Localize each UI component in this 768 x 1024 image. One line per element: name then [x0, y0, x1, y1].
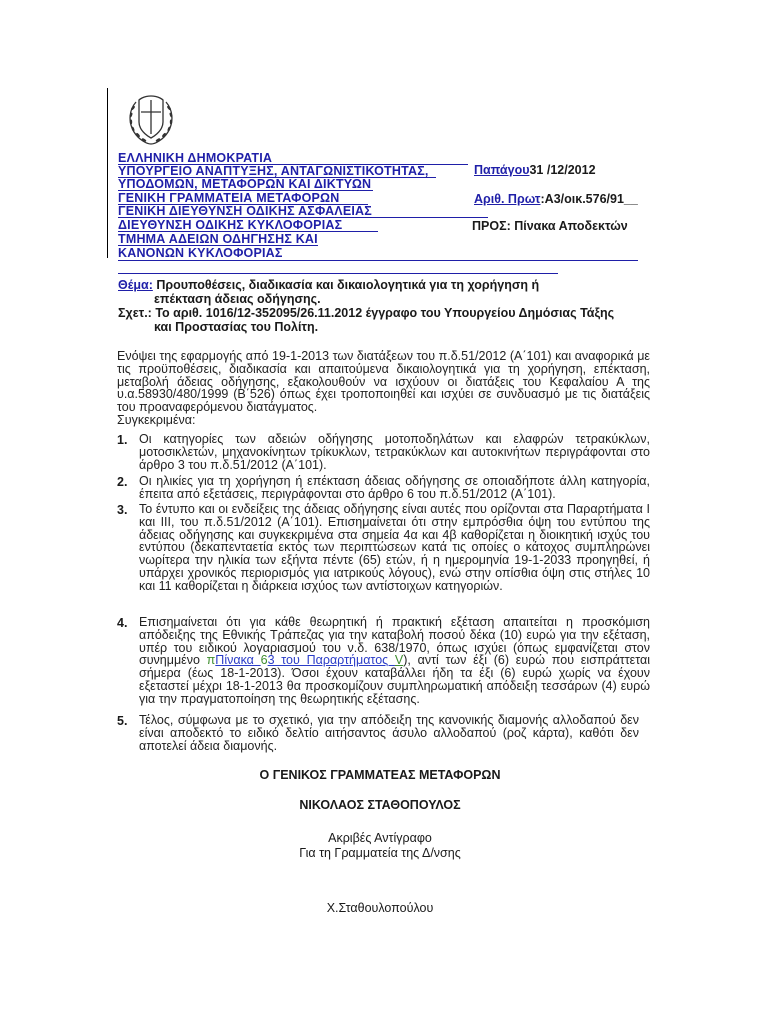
reference-text-2: και Προστασίας του Πολίτη.: [154, 320, 319, 334]
item-number: 3.: [117, 503, 128, 517]
clerk-name: Χ.Σταθουλοπούλου: [326, 901, 434, 915]
header-rule: [118, 217, 488, 218]
item-4-text-a: Επισημαίνεται ότι για κάθε θεωρητική ή πρακτική εξέταση απαιτείται η προσκόμιση απόδειξης της Εθνικής Τράπεζας για την καταβολή ποσού δέκα (10) ευρώ για την εξέταση, υπέρ του ειδικού λογαριασμού του ν.δ. 638/1970, όπως ισχύει (όπως εμφανίζεται στον συνημμένο: [139, 615, 650, 668]
annex-table-link[interactable]: Πίνακα: [215, 653, 261, 668]
list-item: [139, 616, 650, 706]
header-rule: [118, 273, 558, 274]
subject-line: [118, 278, 539, 292]
annex-table-link[interactable]: V: [394, 653, 404, 668]
list-item: Τέλος, σύμφωνα με το σχετικό, για την απόδειξη της κανονικής διαμονής αλλοδαπού δεν είναι αποδεκτό το ειδικό δελτίο αιτήσαντος άσυλο αλλοδαπού (ροζ κάρτα), καθότι δεν αποτελεί άδεια διαμονής.: [139, 713, 639, 753]
header-line-6: ΔΙΕΥΘΥΝΣΗ ΟΔΙΚΗΣ ΚΥΚΛΟΦΟΡΙΑΣ: [118, 218, 343, 232]
date-label: Παπάγου: [474, 163, 530, 177]
header-line-8: ΚΑΝΟΝΩΝ ΚΥΚΛΟΦΟΡΙΑΣ: [118, 246, 283, 260]
inline-mark: 6: [260, 653, 268, 668]
protocol-value: :Α3/οικ.576/91__: [540, 192, 638, 206]
recipients: ΠΡΟΣ: Πίνακα Αποδεκτών: [472, 219, 628, 233]
header-rule: [118, 164, 468, 165]
reference-line: [118, 306, 614, 320]
reference-label: Σχετ.:: [118, 306, 152, 320]
inline-mark: π: [206, 653, 216, 668]
header-line-5: ΓΕΝΙΚΗ ΔΙΕΥΘΥΝΣΗ ΟΔΙΚΗΣ ΑΣΦΑΛΕΙΑΣ: [118, 204, 372, 218]
protocol-line: [474, 192, 638, 206]
greek-coat-of-arms-icon: [120, 88, 182, 150]
protocol-label: Αριθ. Πρωτ: [474, 192, 541, 206]
list-item: Οι κατηγορίες των αδειών οδήγησης μοτοποδηλάτων και ελαφρών τετρακύκλων, μοτοσικλετών, μηχανοκίνητων τρίκυκλων, τετρακύκλων και αυτοκινήτων περιγράφονται στο άρθρο 3 του π.δ.51/2012 (Α΄101).: [139, 432, 650, 472]
header-line-3: ΥΠΟΔΟΜΩΝ, ΜΕΤΑΦΟΡΩΝ ΚΑΙ ΔΙΚΤΥΩΝ: [118, 177, 372, 191]
header-rule: [118, 231, 378, 232]
list-item: Οι ηλικίες για τη χορήγηση ή επέκταση άδειας οδήγησης σε οποιαδήποτε άλλη κατηγορία, έπειτα από εξετάσεις, περιγράφονται στο άρθρο 6 του π.δ.51/2012 (Α΄101).: [139, 474, 650, 501]
list-item: Το έντυπο και οι ενδείξεις της άδειας οδήγησης είναι αυτές που ορίζονται στα Παραρτήματα Ι και ΙΙΙ, του π.δ.51/2012 (Α΄101). Επισημαίνεται ότι στην εμπρόσθια όψη του εντύπου της άδειας οδήγησης και συγκεκριμένα στα σημεία 4α και 4β καθορίζεται η διοικητική ισχύς του εντύπου (δεκαπενταετία εκτός των περιπτώσεων κατά τις οποίες ο κάτοχος συμπληρώνει νωρίτερα την ηλικία των εξήντα πέντε (65) ετών, ή η ημερομηνία 19-1-2033 προηγηθεί, ή υπάρχει χρονικός περιορισμός για ιατρικούς λόγους), ενώ στην οπίσθια όψη στις στήλες 10 και 11 καθορίζεται η διάρκεια ισχύος των αντίστοιχων κατηγοριών.: [139, 502, 650, 593]
intro-paragraph: Ενόψει της εφαρμογής από 19-1-2013 των διατάξεων του π.δ.51/2012 (Α΄101) και αναφορικά με τις προϋποθέσεις, διαδικασία και απαιτούμενα δικαιολογητικά για τη χορήγηση, επέκταση, μεταβολή άδειας οδήγησης, εξακολουθούν να ισχύουν οι διατάξεις του Κεφαλαίου Α της υ.α.58930/480/1999 (Β΄526) όπως έχει τροποποιηθεί και ισχύει σε συνδυασμό με τις διατάξεις του προαναφερόμενου διατάγματος.: [117, 349, 650, 415]
annex-table-link[interactable]: 3 του Παραρτήματος: [267, 653, 395, 668]
header-rule: [118, 190, 373, 191]
header-rule: [118, 260, 638, 261]
item-number: 2.: [117, 475, 128, 489]
copy-label: Ακριβές Αντίγραφο: [328, 831, 432, 845]
date-line: [474, 163, 596, 177]
item-number: 5.: [117, 714, 128, 728]
header-line-2: ΥΠΟΥΡΓΕΙΟ ΑΝΑΠΤΥΞΗΣ, ΑΝΤΑΓΩΝΙΣΤΙΚΟΤΗΤΑΣ,: [118, 164, 429, 178]
header-line-4: ΓΕΝΙΚΗ ΓΡΑΜΜΑΤΕΙΑ ΜΕΤΑΦΟΡΩΝ: [118, 191, 340, 205]
item-4-text-b: ), αντί των έξι (6) ευρώ που εισπράττεται σήμερα (έως 18-1-2013). Όσοι έχουν καταβάλλει ήδη τα έξι (6) ευρώ χωρίς να έχουν εξεταστεί μέχρι 18-1-2013 θα προσκομίζουν συμπληρωματική απόδειξη τεσσάρων (4) ευρώ για την πραγματοποίηση της θεωρητικής εξέτασης.: [139, 653, 651, 706]
specifically-label: Συγκεκριμένα:: [117, 413, 196, 427]
signature-title: Ο ΓΕΝΙΚΟΣ ΓΡΑΜΜΑΤΕΑΣ ΜΕΤΑΦΟΡΩΝ: [259, 768, 501, 782]
header-rule: [118, 177, 436, 178]
date-value: 31 /12/2012: [529, 163, 596, 177]
item-number: 4.: [117, 616, 128, 630]
header-line-1: ΕΛΛΗΝΙΚΗ ΔΗΜΟΚΡΑΤΙΑ: [118, 151, 273, 165]
copy-dept: Για τη Γραμματεία της Δ/νσης: [299, 846, 461, 860]
header-rule: [118, 204, 368, 205]
header-rule: [118, 245, 318, 246]
margin-line: [107, 88, 108, 258]
item-number: 1.: [117, 433, 128, 447]
header-line-7: ΤΜΗΜΑ ΑΔΕΙΩΝ ΟΔΗΓΗΣΗΣ ΚΑΙ: [118, 232, 318, 246]
reference-text: Το αριθ. 1016/12-352095/26.11.2012 έγγραφο του Υπουργείου Δημόσιας Τάξης: [151, 306, 615, 320]
subject-label: Θέμα:: [118, 278, 153, 292]
subject-text-2: επέκταση άδειας οδήγησης.: [154, 292, 321, 306]
signature-name: ΝΙΚΟΛΑΟΣ ΣΤΑΘΟΠΟΥΛΟΣ: [299, 798, 461, 812]
subject-text: Προυποθέσεις, διαδικασία και δικαιολογητικά για τη χορήγηση ή: [152, 278, 540, 292]
